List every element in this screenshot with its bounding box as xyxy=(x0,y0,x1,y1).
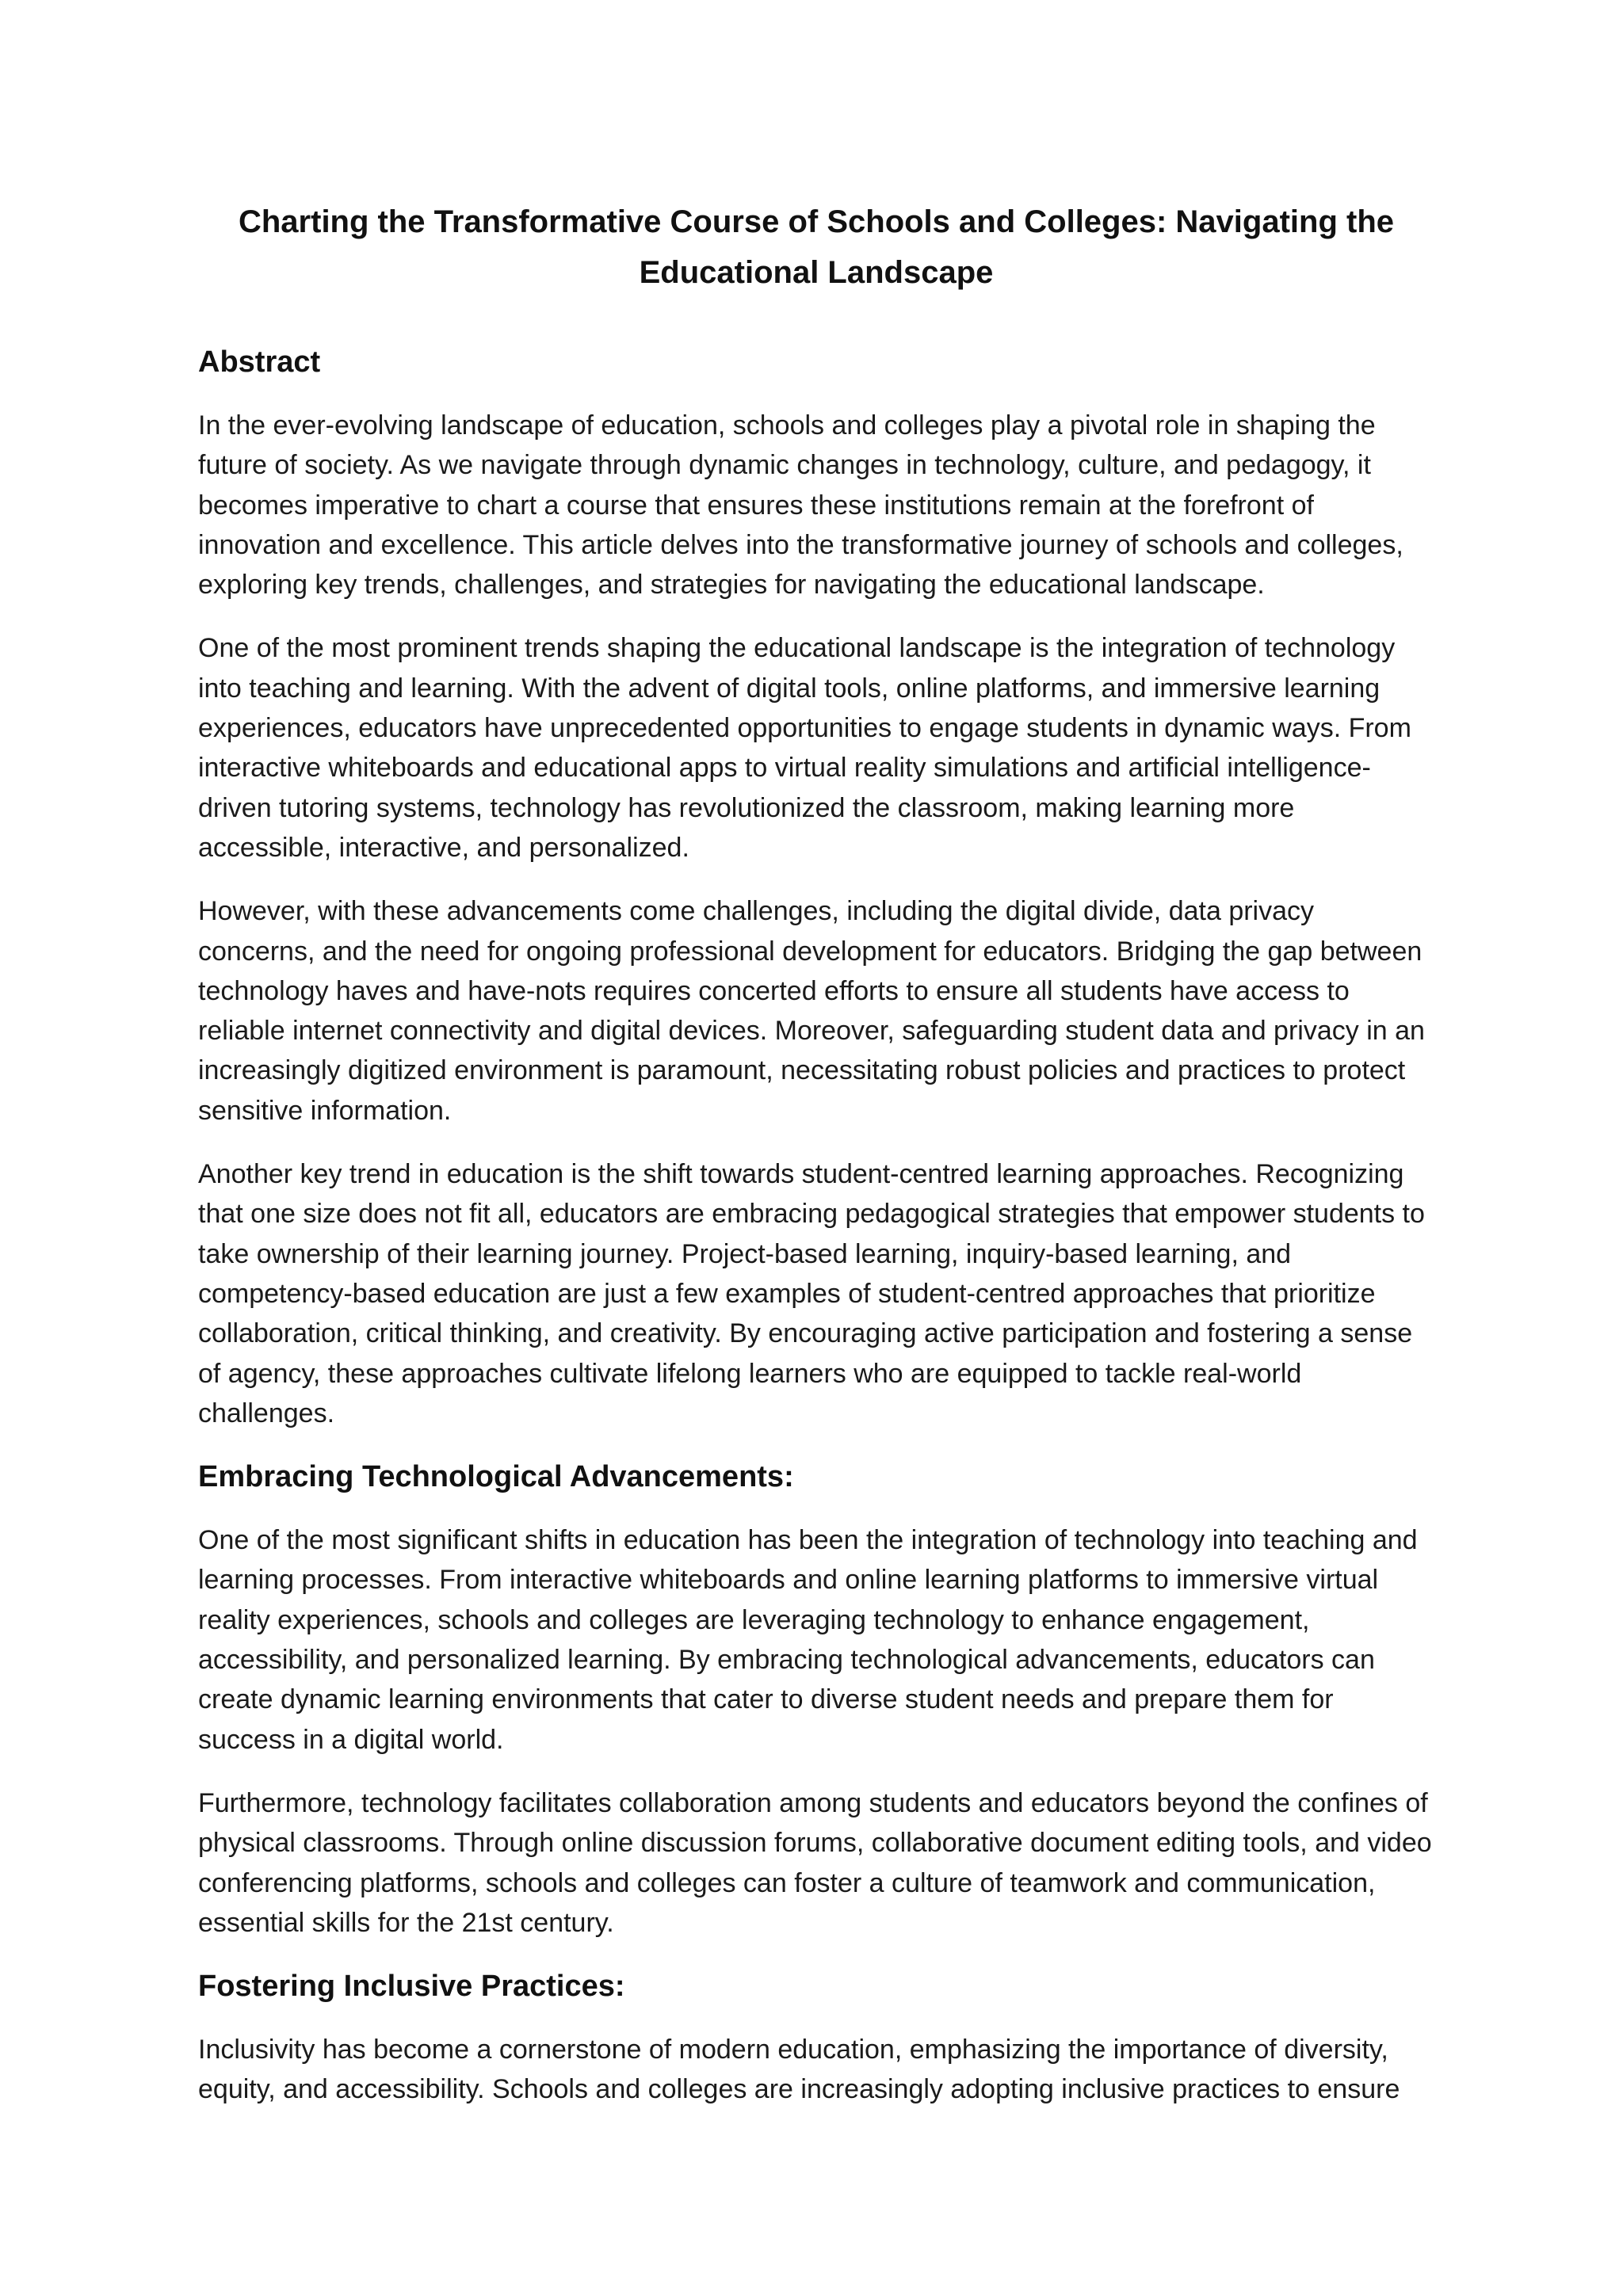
section-heading-inclusive: Fostering Inclusive Practices: xyxy=(198,1970,625,2004)
paragraph: Inclusivity has become a cornerstone of modern education, emphasizing the importance of diversity, equity, and accessibility. Schools and colleges are increasingly adopting inclusive practices to ensure xyxy=(198,2035,1400,2105)
paragraph: However, with these advancements come challenges, including the digital divide, data privacy concerns, and the need for ongoing professional development for educators. Bridging the gap between technology haves and have-nots requires concerted efforts to ensure all students have access to reliable internet connectivity and digital devices. Moreover, safeguarding student data and privacy in an increasingly digitized environment is paramount, necessitating robust policies and practices to protect sensitive information. xyxy=(198,896,1425,1126)
paragraph: Furthermore, technology facilitates collaboration among students and educators beyond the confines of physical classrooms. Through online discussion forums, collaborative document editing tools, and video conferencing platforms, schools and colleges can foster a culture of teamwork and communication, essential skills for the 21st century. xyxy=(198,1787,1432,1938)
paragraph: One of the most prominent trends shaping the educational landscape is the integration of technology into teaching and learning. With the advent of digital tools, online platforms, and immersive learning experiences, educators have unprecedented opportunities to engage students in dynamic ways. From interactive whiteboards and educational apps to virtual reality simulations and artificial intelligence-driven tutoring systems, technology has revolutionized the classroom, making learning more accessible, interactive, and personalized. xyxy=(198,633,1411,863)
section-heading-abstract: Abstract xyxy=(198,345,321,379)
section-heading-technology: Embracing Technological Advancements: xyxy=(198,1460,794,1494)
document-content xyxy=(198,196,1434,2134)
paragraph: In the ever-evolving landscape of education, schools and colleges play a pivotal role in shaping the future of society. As we navigate through dynamic changes in technology, culture, and pedagogy, it becomes imperative to chart a course that ensures these institutions remain at the forefront of innovation and excellence. This article delves into the transformative journey of schools and colleges, exploring key trends, challenges, and strategies for navigating the educational landscape. xyxy=(198,410,1403,601)
paragraph: Another key trend in education is the shift towards student-centred learning approaches. Recognizing that one size does not fit all, educators are embracing pedagogical strategies that empower students to take ownership of their learning journey. Project-based learning, inquiry-based learning, and competency-based education are just a few examples of student-centred approaches that prioritize collaboration, critical thinking, and creativity. By encouraging active participation and fostering a sense of agency, these approaches cultivate lifelong learners who are equipped to tackle real-world challenges. xyxy=(198,1159,1425,1428)
section-abstract xyxy=(198,342,1434,1433)
paragraph: One of the most significant shifts in education has been the integration of technology into teaching and learning processes. From interactive whiteboards and online learning platforms to immersive virtual reality experiences, schools and colleges are leveraging technology to enhance engagement, accessibility, and personalized learning. By embracing technological advancements, educators can create dynamic learning environments that cater to diverse student needs and prepare them for success in a digital world. xyxy=(198,1525,1418,1755)
section-embracing-technological-advancements xyxy=(198,1457,1434,1943)
section-fostering-inclusive-practices xyxy=(198,1966,1434,2110)
document-title: Charting the Transformative Course of Schools and Colleges: Navigating the Educational Landscape xyxy=(238,204,1394,290)
